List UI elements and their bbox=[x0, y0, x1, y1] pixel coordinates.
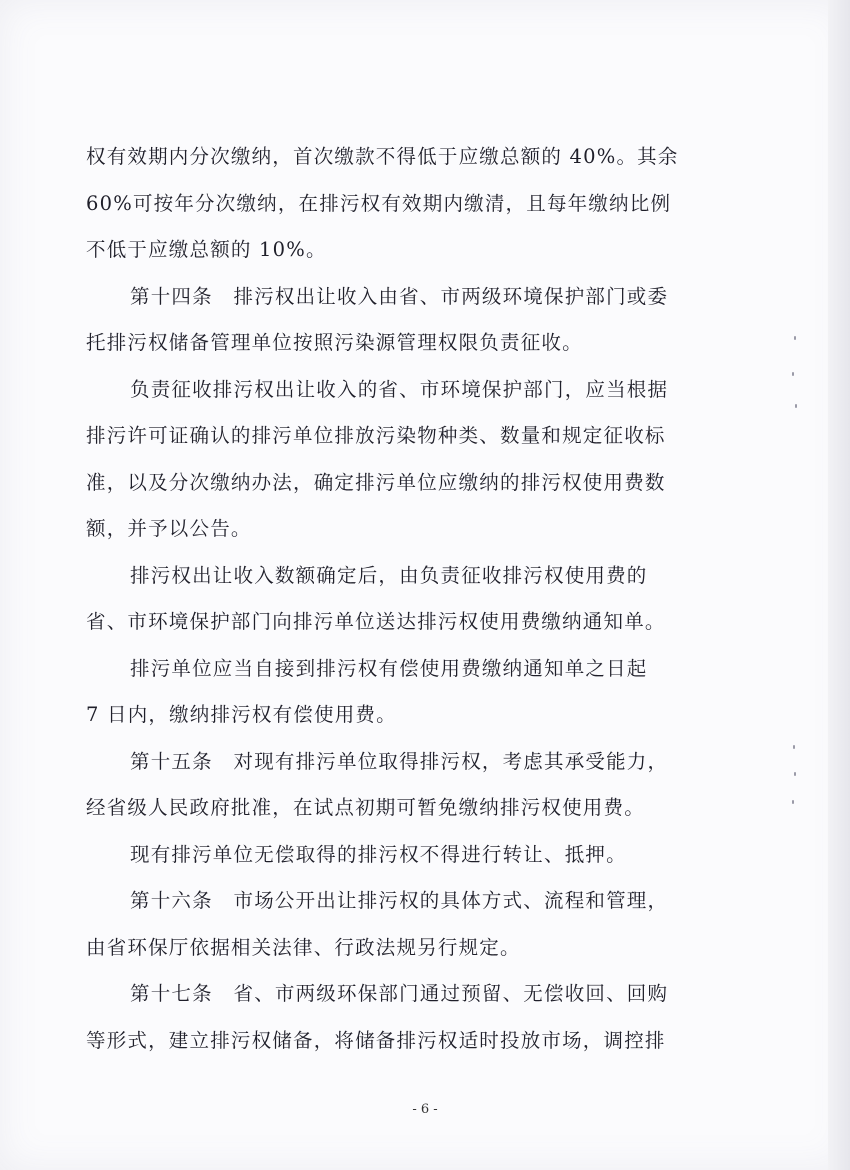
text-line: 负责征收排污权出让收入的省、市环境保护部门，应当根据 bbox=[130, 377, 669, 401]
text-line: 额，并予以公告。 bbox=[86, 517, 252, 540]
text-line: 第十七条 省、市两级环保部门通过预留、无偿收回、回购 bbox=[130, 982, 669, 1005]
text-line: 排污许可证确认的排污单位排放污染物种类、数量和规定征收标 bbox=[86, 424, 666, 447]
text-line: 托排污权储备管理单位按照污染源管理权限负责征收。 bbox=[86, 331, 583, 354]
text-line: 第十四条 排污权出让收入由省、市两级环境保护部门或委 bbox=[130, 284, 669, 308]
text-line: 7 日内，缴纳排污权有偿使用费。 bbox=[86, 703, 397, 726]
text-line: 由省环保厅依据相关法律、行政法规另行规定。 bbox=[86, 935, 521, 959]
text-line: 经省级人民政府批准，在试点初期可暂免缴纳排污权使用费。 bbox=[86, 796, 645, 819]
scan-speck bbox=[792, 800, 794, 804]
scan-speck bbox=[795, 404, 797, 408]
text-line: 第十五条 对现有排污单位取得排污权，考虑其承受能力， bbox=[130, 749, 669, 773]
scan-speck bbox=[794, 772, 796, 776]
document-body bbox=[86, 134, 726, 1064]
text-line: 省、市环境保护部门向排污单位送达排污权使用费缴纳通知单。 bbox=[86, 610, 666, 633]
scan-speck bbox=[794, 336, 796, 340]
text-line: 第十六条 市场公开出让排污权的具体方式、流程和管理， bbox=[130, 889, 669, 912]
text-line: 不低于应缴总额的 10%。 bbox=[86, 238, 327, 261]
text-line: 排污单位应当自接到排污权有偿使用费缴纳通知单之日起 bbox=[130, 656, 648, 680]
text-line: 现有排污单位无偿取得的排污权不得进行转让、抵押。 bbox=[130, 842, 627, 866]
scan-speck bbox=[793, 745, 795, 749]
text-line: 权有效期内分次缴纳，首次缴款不得低于应缴总额的 40%。其余 bbox=[86, 145, 679, 168]
page-number: - 6 - bbox=[412, 1102, 438, 1117]
scan-speck bbox=[792, 372, 794, 376]
text-line: 准，以及分次缴纳办法，确定排污单位应缴纳的排污权使用费数 bbox=[86, 470, 666, 494]
text-line: 60%可按年分次缴纳，在排污权有效期内缴清，且每年缴纳比例 bbox=[86, 191, 672, 215]
text-line: 排污权出让收入数额确定后，由负责征收排污权使用费的 bbox=[130, 563, 648, 587]
text-line: 等形式，建立排污权储备，将储备排污权适时投放市场，调控排 bbox=[86, 1028, 666, 1052]
scan-edge bbox=[828, 0, 850, 1170]
